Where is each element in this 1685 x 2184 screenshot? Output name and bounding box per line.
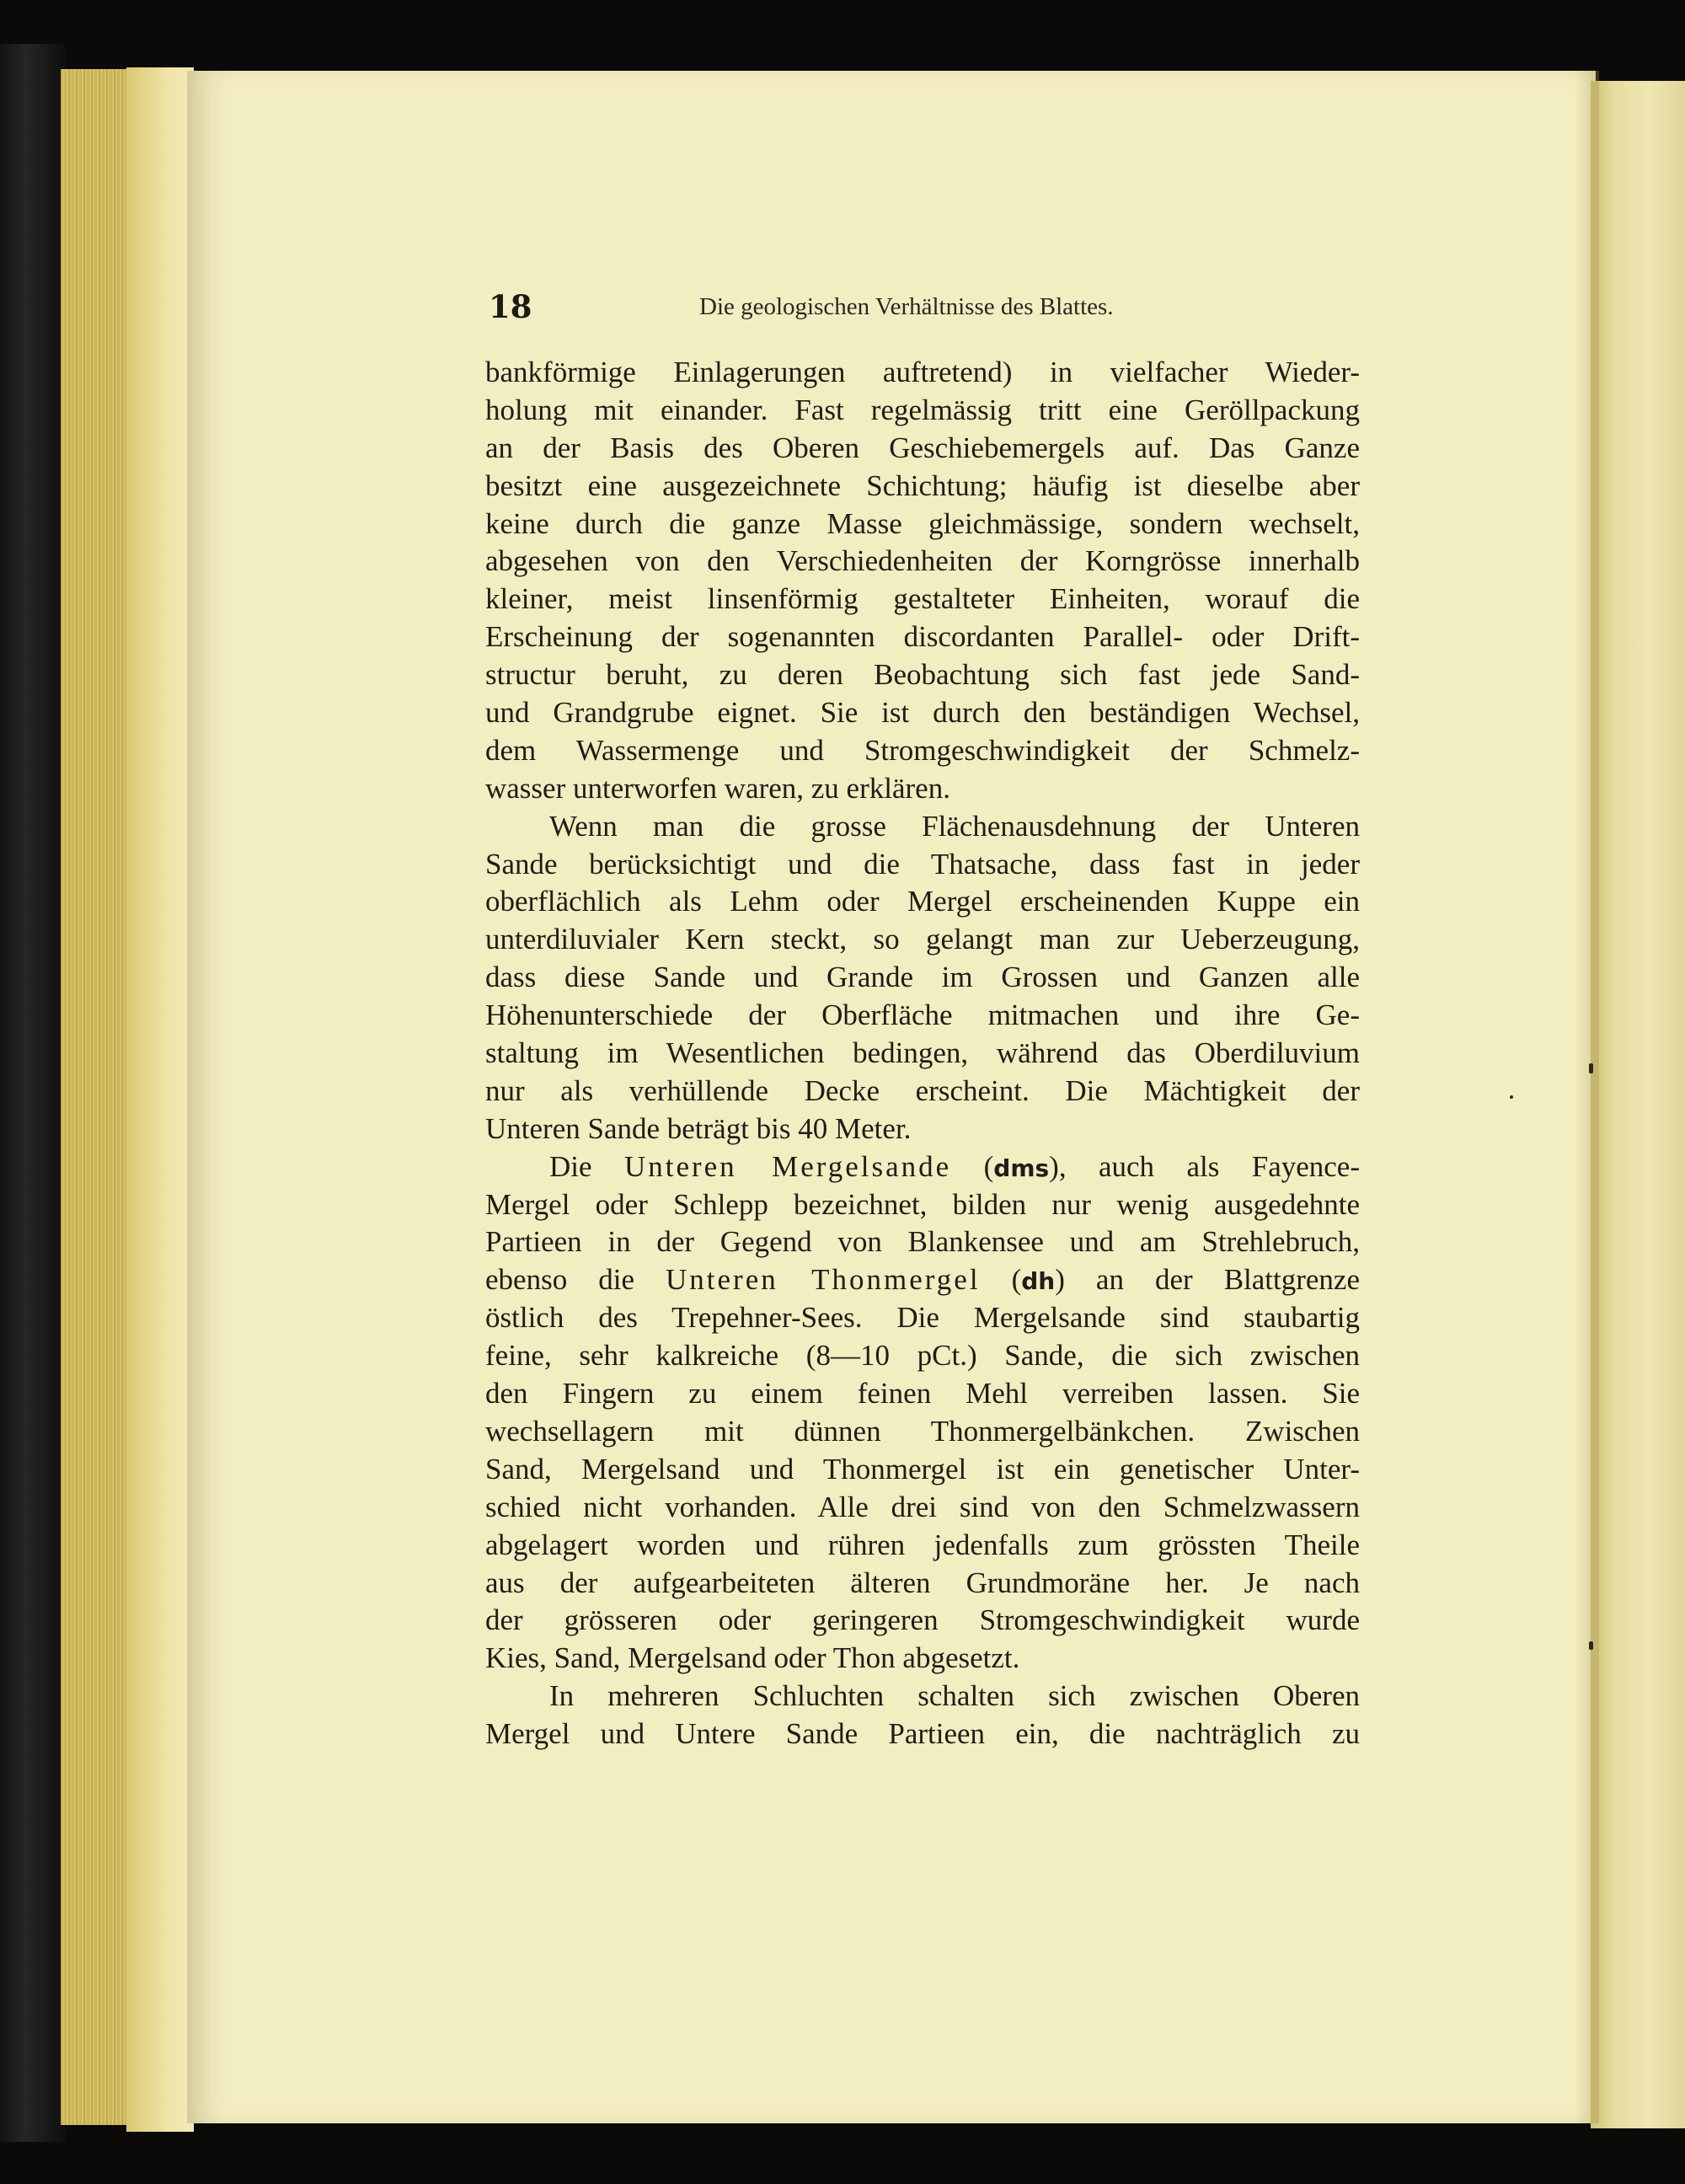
text-line: aus der aufgearbeiteten älteren Grundmoräne her. Je nach <box>485 1566 1360 1599</box>
text-line: schied nicht vorhanden. Alle drei sind von den Schmelzwassern <box>485 1490 1360 1523</box>
text-line: abgesehen von den Verschiedenheiten der Korngrösse innerhalb <box>485 544 1360 578</box>
text-line: besitzt eine ausgezeichnete Schichtung; häufig ist dieselbe aber <box>485 468 1360 502</box>
book-cover <box>0 44 66 2142</box>
text-line: kleiner, meist linsenförmig gestalteter Einheiten, worauf die <box>485 582 1360 616</box>
text-line: wasser unterworfen waren, zu erklären. <box>485 771 950 805</box>
text-line: ebenso die Unteren Thonmergel (dh) an der Blattgrenze <box>485 1263 1361 1297</box>
text-line: In mehreren Schluchten schalten sich zwischen Oberen <box>549 1679 1360 1713</box>
text-line: dem Wassermenge und Stromgeschwindigkeit der Schmelz- <box>485 733 1360 767</box>
page-speck <box>1510 1095 1513 1099</box>
page-header <box>489 288 1365 339</box>
text-line: abgelagert worden und rühren jedenfalls zum grössten Theile <box>485 1528 1360 1561</box>
text-line: structur beruht, zu deren Beobachtung sich fast jede Sand- <box>485 658 1360 692</box>
text-line: holung mit einander. Fast regelmässig tritt eine Geröllpackung <box>485 393 1360 426</box>
text-line: Mergel oder Schlepp bezeichnet, bilden nur wenig ausgedehnte <box>485 1187 1360 1221</box>
text-line: Sande berücksichtigt und die Thatsache, dass fast in jeder <box>485 847 1360 881</box>
text-line: der grösseren oder geringeren Stromgeschwindigkeit wurde <box>485 1603 1360 1637</box>
page-gutter <box>1574 71 1599 2123</box>
text-line: oberflächlich als Lehm oder Mergel erscheinenden Kuppe ein <box>485 885 1360 918</box>
text-line: wechsellagern mit dünnen Thonmergelbänkchen. Zwischen <box>485 1414 1360 1448</box>
map-symbol: dh <box>1021 1267 1056 1296</box>
text-line: dass diese Sande und Grande im Grossen und Ganzen alle <box>485 961 1360 994</box>
text-line: Unteren Sande beträgt bis 40 Meter. <box>485 1111 912 1145</box>
page-speck <box>1589 1063 1593 1073</box>
text-line: Mergel und Untere Sande Partieen ein, die nachträglich zu <box>485 1717 1360 1751</box>
text-line: östlich des Trepehner-Sees. Die Mergelsande sind staubartig <box>485 1301 1360 1335</box>
text-line: Erscheinung der sogenannten discordanten Parallel- oder Drift- <box>485 620 1360 654</box>
text-line: staltung im Wesentlichen bedingen, während das Oberdiluvium <box>485 1036 1360 1070</box>
page-speck <box>1589 1641 1593 1650</box>
text-line: keine durch die ganze Masse gleichmässige, sondern wechselt, <box>485 506 1360 540</box>
text-line: feine, sehr kalkreiche (8—10 pCt.) Sande, die sich zwischen <box>485 1339 1360 1373</box>
text-line: Die Unteren Mergelsande (dms), auch als Fayence- <box>549 1149 1360 1183</box>
facing-page-edge <box>1591 81 1685 2128</box>
text-line: Sand, Mergelsand und Thonmergel ist ein genetischer Unter- <box>485 1452 1360 1485</box>
map-symbol: dms <box>993 1154 1050 1182</box>
text-line: Partieen in der Gegend von Blankensee und am Strehlebruch, <box>485 1225 1360 1259</box>
text-line: an der Basis des Oberen Geschiebemergels auf. Das Ganze <box>485 431 1360 464</box>
spaced-term: Unteren Thonmergel <box>666 1263 981 1297</box>
spaced-term: Unteren Mergelsande <box>623 1149 952 1183</box>
text-line: Kies, Sand, Mergelsand oder Thon abgesetzt. <box>485 1641 1020 1675</box>
running-head: Die geologischen Verhältnisse des Blattes. <box>699 293 1114 320</box>
page-number: 18 <box>489 288 532 325</box>
text-line: bankförmige Einlagerungen auftretend) in vielfacher Wieder- <box>485 356 1360 388</box>
text-line: den Fingern zu einem feinen Mehl verreiben lassen. Sie <box>485 1377 1360 1410</box>
text-line: nur als verhüllende Decke erscheint. Die Mächtigkeit der <box>485 1073 1360 1107</box>
text-line: unterdiluvialer Kern steckt, so gelangt man zur Ueberzeugung, <box>485 923 1360 956</box>
page-edges-inner <box>126 67 194 2132</box>
body-text <box>485 354 1360 1753</box>
text-line: Höhenunterschiede der Oberfläche mitmachen und ihre Ge- <box>485 998 1360 1032</box>
text-line: und Grandgrube eignet. Sie ist durch den beständigen Wechsel, <box>485 696 1360 730</box>
text-line: Wenn man die grosse Flächenausdehnung der Unteren <box>549 809 1360 843</box>
